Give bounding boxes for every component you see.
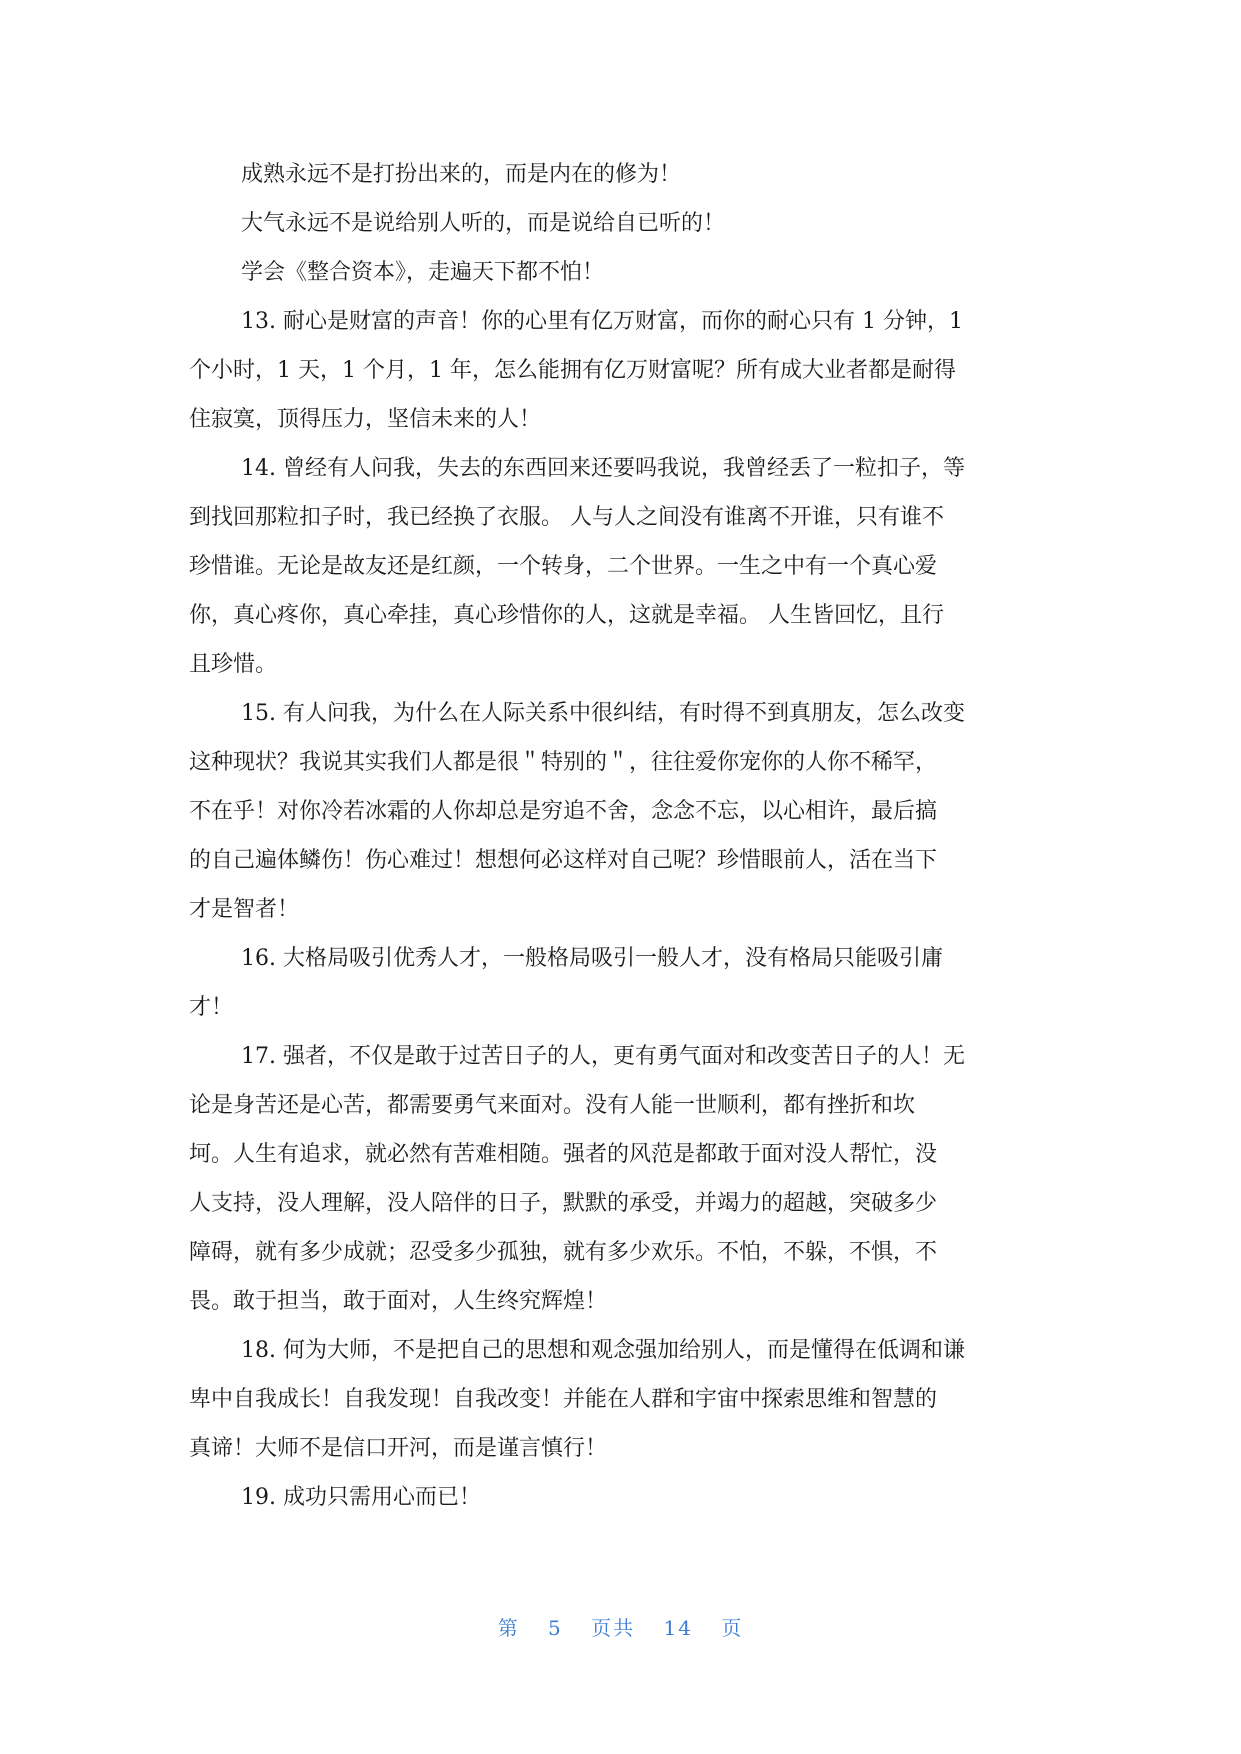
paragraph-line: 你，真心疼你，真心牵挂，真心珍惜你的人，这就是幸福。 人生皆回忆，且行 (189, 603, 944, 628)
page-body (189, 150, 1054, 1522)
paragraph-14 (189, 444, 1054, 689)
paragraph-line: 住寂寞，顶得压力，坚信未来的人！ (189, 407, 542, 432)
footer-total-pages: 14 (663, 1616, 693, 1640)
paragraph-line: 且珍惜。 (189, 652, 278, 677)
paragraph-line: 16. 大格局吸引优秀人才，一般格局吸引一般人才，没有格局只能吸引庸 (241, 946, 943, 971)
paragraph-15 (189, 689, 1054, 934)
footer-suffix: 页 (721, 1616, 744, 1640)
paragraph-line: 畏。敢于担当，敢于面对，人生终究辉煌！ (189, 1289, 608, 1314)
paragraph-19 (189, 1473, 1054, 1522)
paragraph-13 (189, 297, 1054, 444)
paragraph-line: 19. 成功只需用心而已！ (241, 1485, 481, 1510)
paragraph-line: 13. 耐心是财富的声音！你的心里有亿万财富，而你的耐心只有 1 分钟，1 (241, 309, 963, 334)
paragraph-line: 18. 何为大师，不是把自己的思想和观念强加给别人，而是懂得在低调和谦 (241, 1338, 965, 1363)
paragraph-line: 这种现状？我说其实我们人都是很＂特别的＂，往往爱你宠你的人你不稀罕， (189, 750, 938, 775)
page-footer (0, 1612, 1241, 1641)
footer-prefix: 第 (497, 1616, 520, 1640)
paragraph-line: 才！ (189, 995, 234, 1020)
paragraph-line: 真谛！大师不是信口开河，而是谨言慎行！ (189, 1436, 608, 1461)
intro-line-1: 成熟永远不是打扮出来的，而是内在的修为！ (241, 162, 682, 187)
footer-middle: 页共 (591, 1616, 636, 1640)
paragraph-line: 论是身苦还是心苦，都需要勇气来面对。没有人能一世顺利，都有挫折和坎 (189, 1093, 916, 1118)
footer-current-page: 5 (548, 1616, 563, 1640)
paragraph-line: 才是智者！ (189, 897, 300, 922)
paragraph-line: 到找回那粒扣子时，我已经换了衣服。 人与人之间没有谁离不开谁，只有谁不 (189, 505, 944, 530)
paragraph-line: 的自己遍体鳞伤！伤心难过！想想何必这样对自己呢？珍惜眼前人，活在当下 (189, 848, 938, 873)
intro-line-3: 学会《整合资本》，走遍天下都不怕！ (241, 260, 605, 285)
paragraph-line: 珍惜谁。无论是故友还是红颜，一个转身，二个世界。一生之中有一个真心爱 (189, 554, 938, 579)
intro-line-2: 大气永远不是说给别人听的，而是说给自已听的！ (241, 211, 726, 236)
paragraph-line: 卑中自我成长！自我发现！自我改变！并能在人群和宇宙中探索思维和智慧的 (189, 1387, 938, 1412)
paragraph-line: 14. 曾经有人问我，失去的东西回来还要吗我说，我曾经丢了一粒扣子，等 (241, 456, 965, 481)
paragraph-line: 个小时，1 天，1 个月，1 年，怎么能拥有亿万财富呢？所有成大业者都是耐得 (189, 358, 956, 383)
paragraph-18 (189, 1326, 1054, 1473)
paragraph-16 (189, 934, 1054, 1032)
paragraph-line: 17. 强者，不仅是敢于过苦日子的人，更有勇气面对和改变苦日子的人！无 (241, 1044, 965, 1069)
paragraph-line: 障碍，就有多少成就；忍受多少孤独，就有多少欢乐。不怕，不躲，不惧，不 (189, 1240, 938, 1265)
paragraph-line: 人支持，没人理解，没人陪伴的日子，默默的承受，并竭力的超越，突破多少 (189, 1191, 938, 1216)
paragraph-line: 坷。人生有追求，就必然有苦难相随。强者的风范是都敢于面对没人帮忙，没 (189, 1142, 938, 1167)
paragraph-line: 15. 有人问我，为什么在人际关系中很纠结，有时得不到真朋友，怎么改变 (241, 701, 965, 726)
paragraph-17 (189, 1032, 1054, 1326)
paragraph-line: 不在乎！对你冷若冰霜的人你却总是穷追不舍，念念不忘，以心相许，最后搞 (189, 799, 938, 824)
